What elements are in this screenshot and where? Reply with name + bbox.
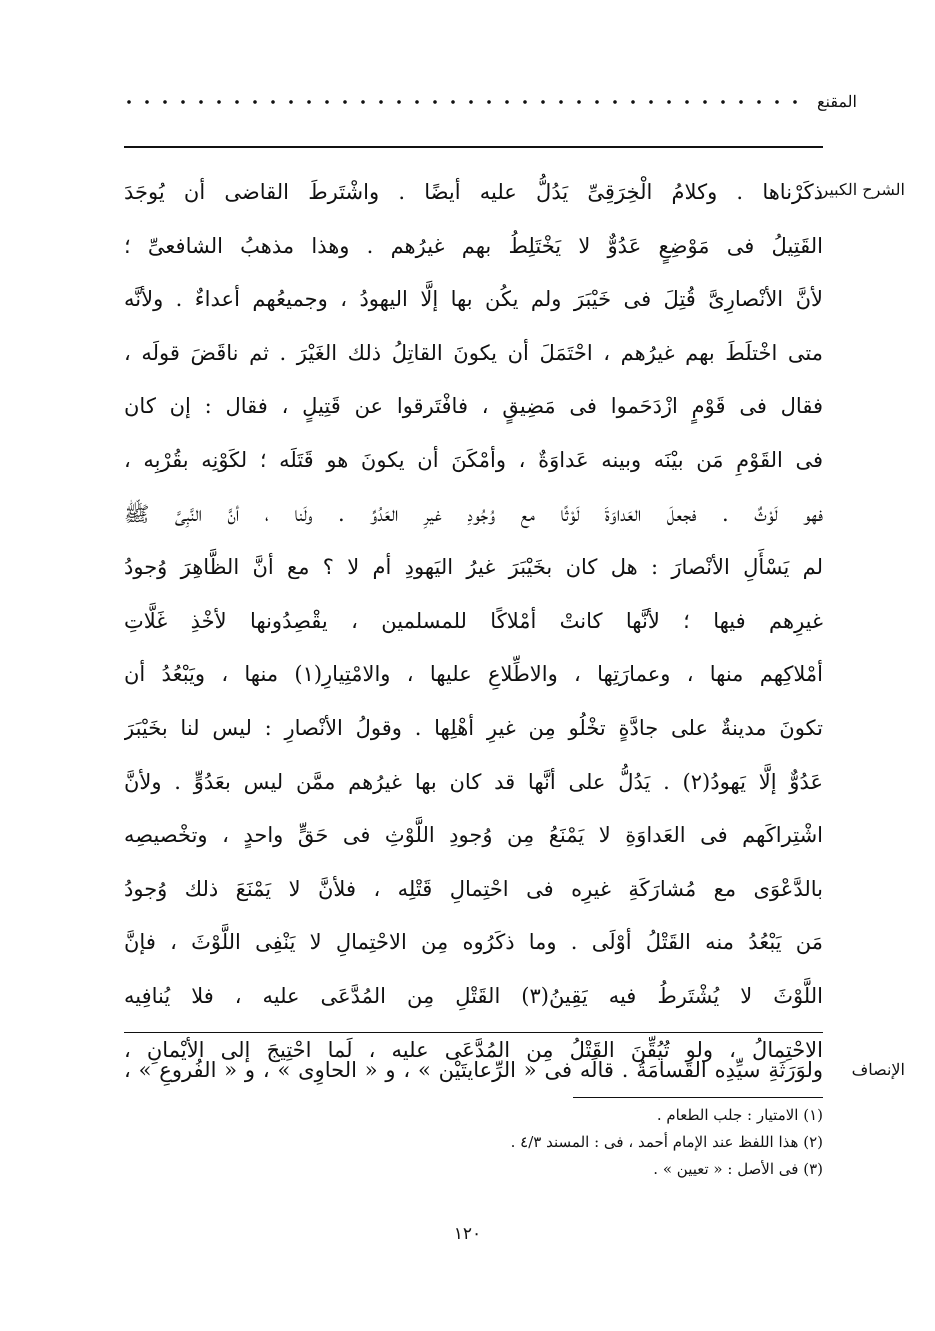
text-line: فى القَوْمِ مَن بيْنَه وبينه عَداوَةٌ ، وأمْكَنَ أن يكونَ هو قَتَلَه ؛ لكَوْنِه بقُرْبِه ، xyxy=(124,447,823,472)
text-line: اشْتِراكَهم فى العَداوَةِ لا يَمْنَعُ مِن وُجودِ اللَّوْثِ فى حَقٍّ واحدٍ ، وتخْصيصِه xyxy=(124,823,823,848)
text-line: بالدَّعْوَى مع مُشارَكَةِ غيرِه فى احْتِمالِ قَتْلِه ، فلأنَّ لا يَمْنَعَ ذلك وُجودُ xyxy=(124,876,823,901)
text-line: مَن يَبْعُدُ منه القَتْلُ أوْلَى . وما ذكَرُوه مِن الاحْتِمالِ لا يَنْفِى اللَّوْثَ ، فإنَّ xyxy=(124,930,823,955)
text-line: غيرِهم فيها ؛ لأنَّها كانتْ أمْلاكًا للمسلمين ، يقْصِدُونها لأخْذِ غَلَّاتِ xyxy=(124,608,823,633)
footnote-1: (١) الامتيار : جلب الطعام . xyxy=(656,1106,823,1124)
running-header-title: المقنع xyxy=(816,92,857,111)
footnote-rule xyxy=(573,1097,823,1098)
header-dotted-line xyxy=(120,98,810,106)
section-divider-rule xyxy=(124,1032,823,1033)
text-line: لأنَّ الأنْصارِىَّ قُتِلَ فى خَيْبَرَ ولم يكُن بها إلَّا اليهودُ ، وجميعُهم أعداءٌ . ولأنَّه xyxy=(124,287,823,312)
main-text-block xyxy=(124,166,823,1077)
text-line: فقال فى قَوْمٍ ازْدَحَموا فى مَضِيقٍ ، فافْتَرقوا عن قَتِيلٍ ، فقال : إن كان xyxy=(124,394,823,419)
footnote-3: (٣) فى الأصل : « تعيين » . xyxy=(653,1160,823,1178)
insaf-text-line: ولوَرَثَةِ سيِّدِه القَسامَةُ . قالَه فى « الرِّعايتَيْن » ، و « الحاوِى » ، و « الفُروعِ » ، xyxy=(124,1058,823,1082)
text-line: القَتِيلُ فى مَوْضِعٍ عَدُوٌّ لا يَخْتَلِطُ بهم غيرُهم . وهذا مذهبُ الشافعىِّ ؛ xyxy=(124,233,823,258)
text-line: أمْلاكِهم منها ، وعمارَتِها ، والاطِّلاعِ عليها ، والامْتِيارِ(١) منها ، ويَبْعُدُ أن xyxy=(124,662,823,687)
text-line: الاحْتِمالُ ، ولو تُيُقِّنَ القَتْلُ مِن المُدَّعَى عليه ، لَما احْتِيجَ إلى الأيْمانِ ، xyxy=(124,1037,823,1062)
margin-label-sharh: الشرح الكبير xyxy=(820,180,905,199)
text-line: متى اخْتلَطَ بهم غيرُهم ، احْتَمَلَ أن يكونَ القاتِلُ ذلك الغَيْرَ . ثم ناقَضَ قولَه ، xyxy=(124,340,823,365)
margin-label-insaf: الإنصاف xyxy=(851,1060,905,1079)
text-line: اللَّوْثَ لا يُشْتَرطُ فيه يَقِينُ(٣) القَتْلِ مِن المُدَّعَى عليه ، فلا يُنافِيه xyxy=(124,983,823,1008)
text-line: فهو لَوْثٌ . فجعلَ العَداوَةَ لَوْثًا مع وُجُودِ غيرِ العَدُوِّ . ولَنا ، أنَّ النَّبِىَّ ﷺ xyxy=(124,501,823,526)
text-line: لم يَسْأَلِ الأنْصارَ : هل كان بخَيْبَرَ غيرُ اليَهودِ أم لا ؟ مع أنَّ الظَّاهِرَ وُجودُ xyxy=(124,555,823,580)
text-line: عَدُوٌّ إلَّا يَهودُ(٢) . يَدُلُّ على أنَّها قد كان بها غيرُهم ممَّن ليس بعَدُوٍّ . ولأنَّ xyxy=(124,769,823,794)
footnotes-block xyxy=(323,1102,823,1183)
footnote-2: (٢) هذا اللفظ عند الإمام أحمد ، فى : المسند ٤/٣ . xyxy=(510,1133,823,1151)
header-rule xyxy=(124,146,823,148)
text-line: تكونَ مدينةٌ على جادَّةٍ تخْلُو مِن غيرِ أهْلِها . وقولُ الأنْصارِ : ليس لنا بخَيْبَرَ xyxy=(124,715,823,740)
text-line: ذكَرْناها . وكلامُ الْخِرَقِىِّ يَدُلُّ عليه أيضًا . واشْتَرطَ القاضى أن يُوجَدَ xyxy=(124,180,823,204)
page-number: ١٢٠ xyxy=(453,1224,482,1244)
